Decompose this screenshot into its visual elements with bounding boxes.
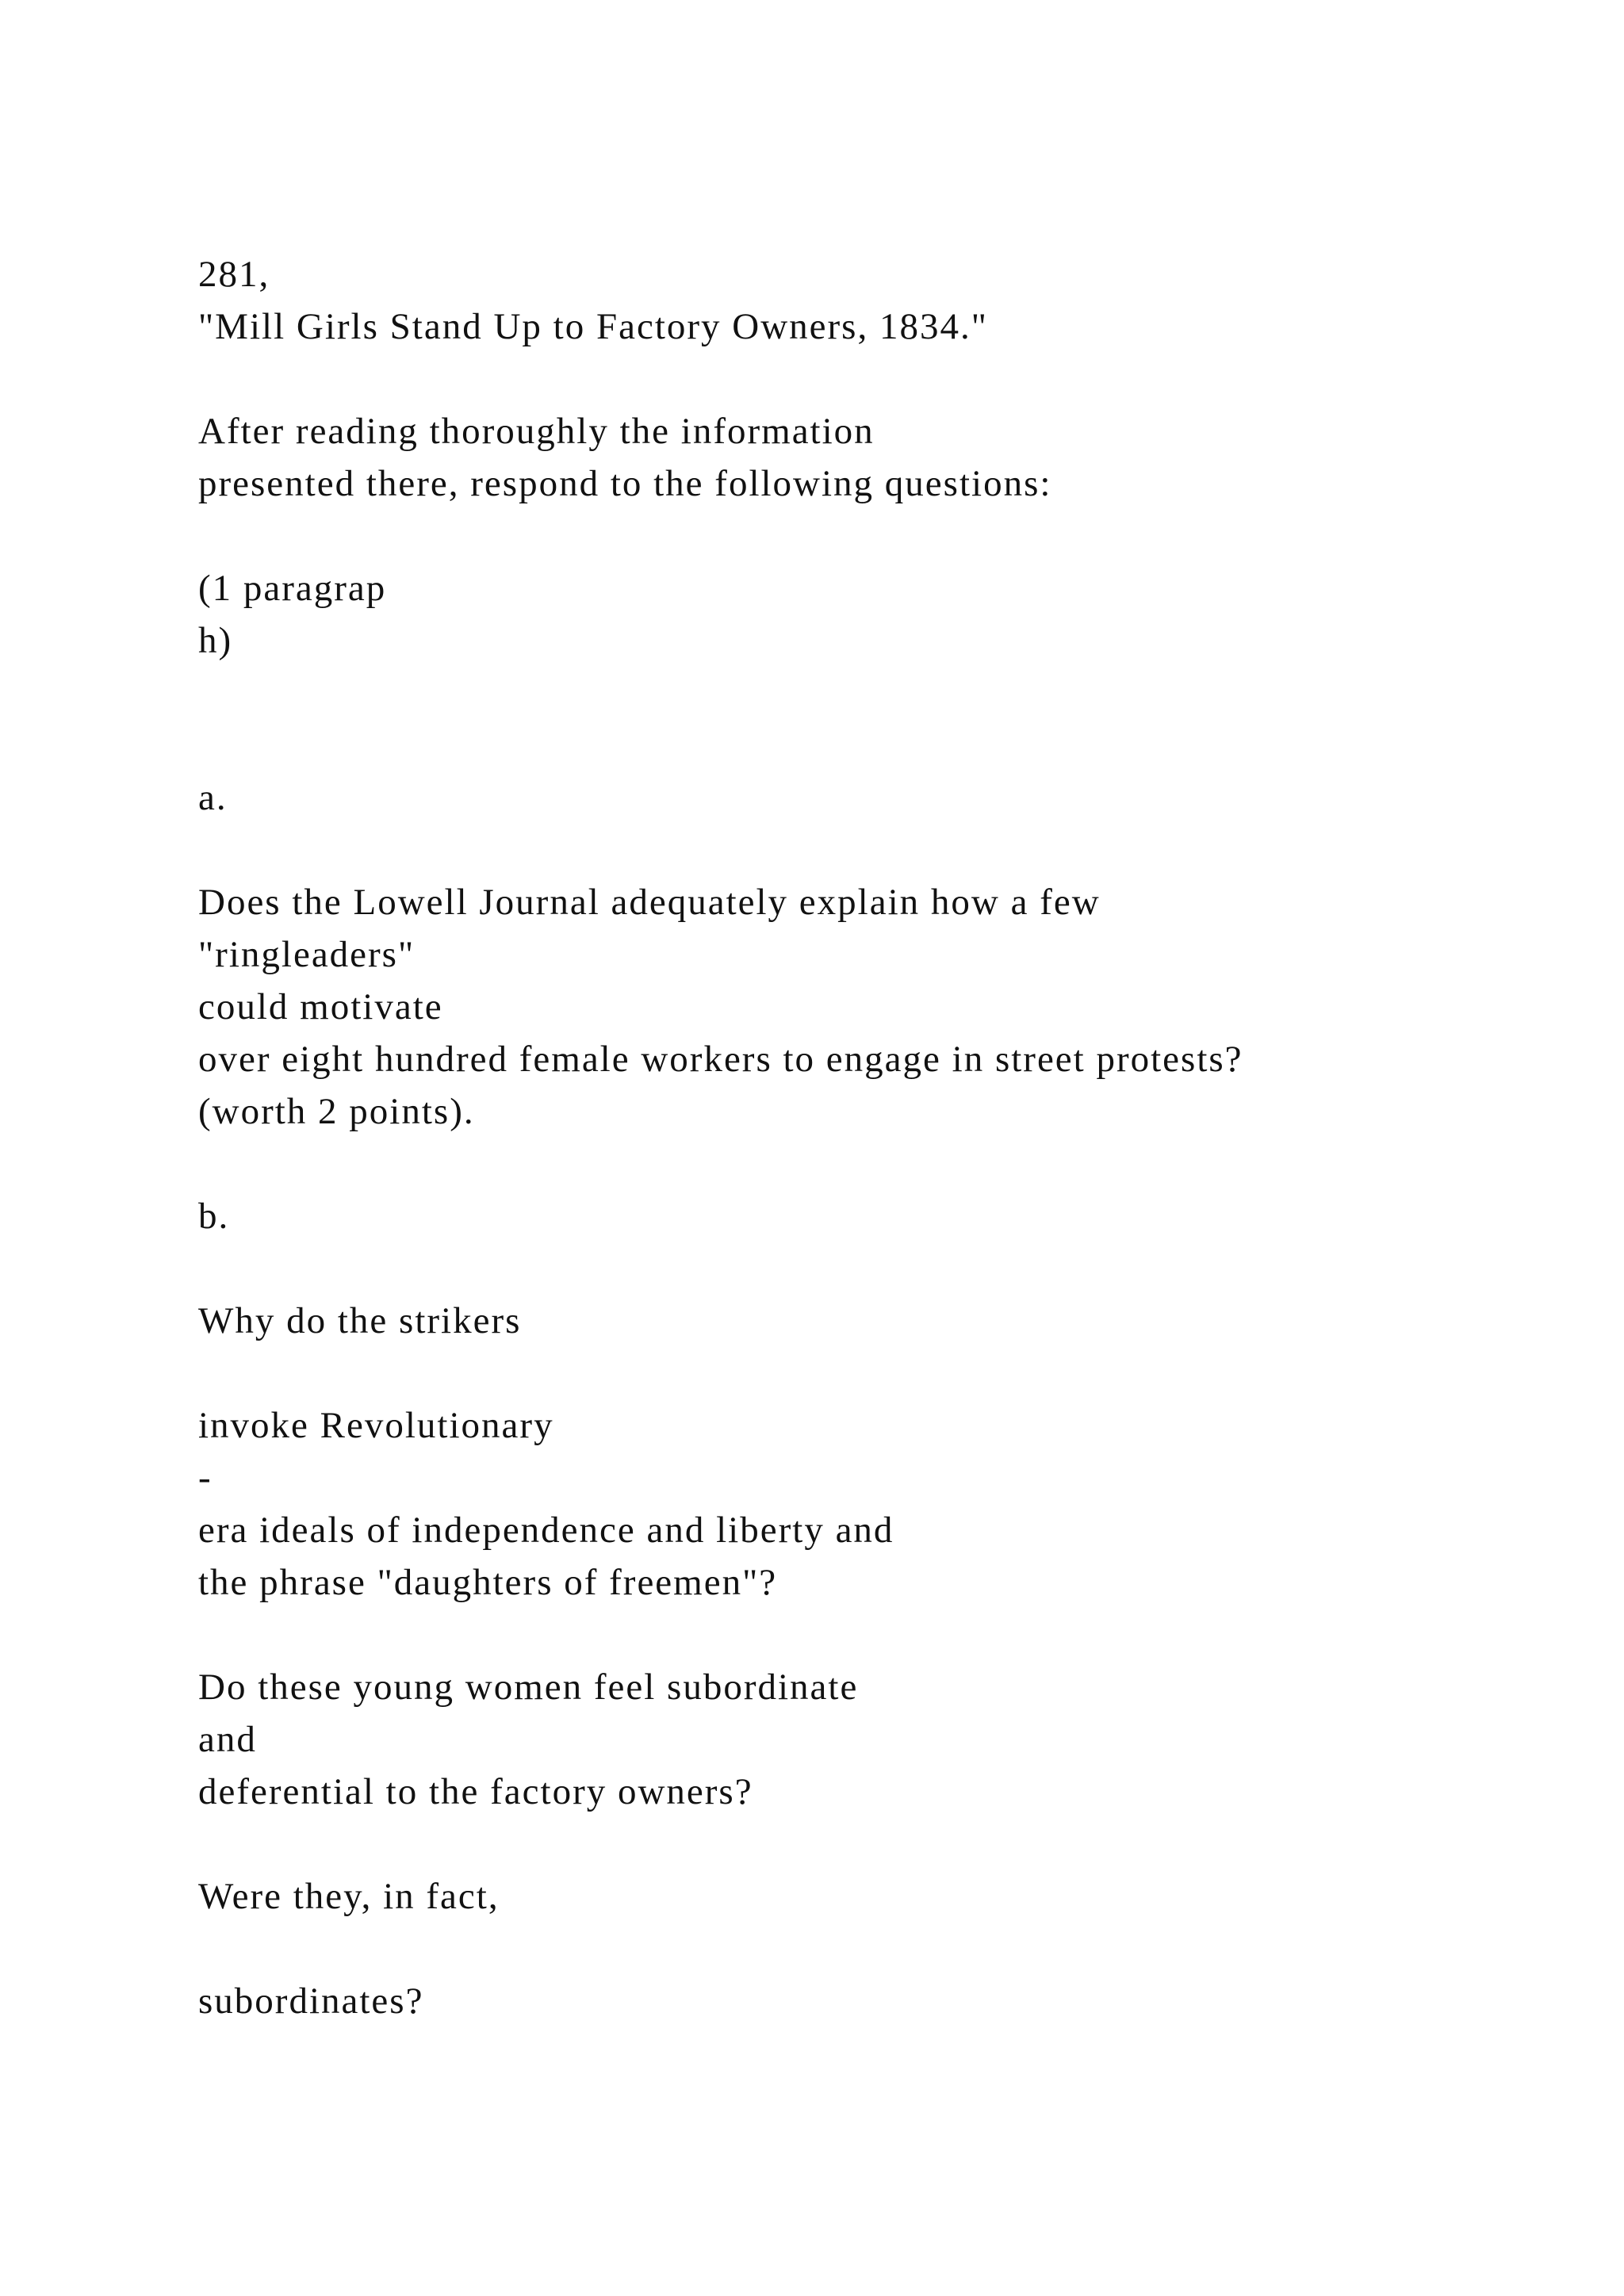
question-a-points: (worth 2 points). xyxy=(198,1091,475,1132)
question-b-text: invoke Revolutionary xyxy=(198,1405,554,1446)
question-a-text: could motivate xyxy=(198,986,443,1027)
question-a-text: Does the Lowell Journal adequately explain how a few xyxy=(198,882,1101,923)
length-note: h) xyxy=(198,620,233,661)
document-title: "Mill Girls Stand Up to Factory Owners, 1834." xyxy=(198,306,988,347)
question-label-b: b. xyxy=(198,1196,230,1237)
question-b-text: and xyxy=(198,1719,257,1760)
question-b-text: - xyxy=(198,1457,213,1498)
question-b-text: subordinates? xyxy=(198,1980,424,2022)
question-label-a: a. xyxy=(198,777,228,818)
question-b-text: the phrase "daughters of freemen"? xyxy=(198,1562,778,1603)
instruction-line: After reading thoroughly the information xyxy=(198,411,875,452)
question-b-text: Were they, in fact, xyxy=(198,1876,500,1917)
question-b-text: Do these young women feel subordinate xyxy=(198,1667,859,1708)
page-reference: 281, xyxy=(198,254,270,295)
question-b-text: era ideals of independence and liberty and xyxy=(198,1510,894,1551)
question-b-text: Why do the strikers xyxy=(198,1300,522,1341)
question-a-text: over eight hundred female workers to engage in street protests? xyxy=(198,1039,1243,1080)
length-note: (1 paragrap xyxy=(198,568,387,609)
instruction-line: presented there, respond to the following questions: xyxy=(198,463,1052,504)
question-a-text: "ringleaders" xyxy=(198,934,416,975)
question-b-text: deferential to the factory owners? xyxy=(198,1771,753,1812)
